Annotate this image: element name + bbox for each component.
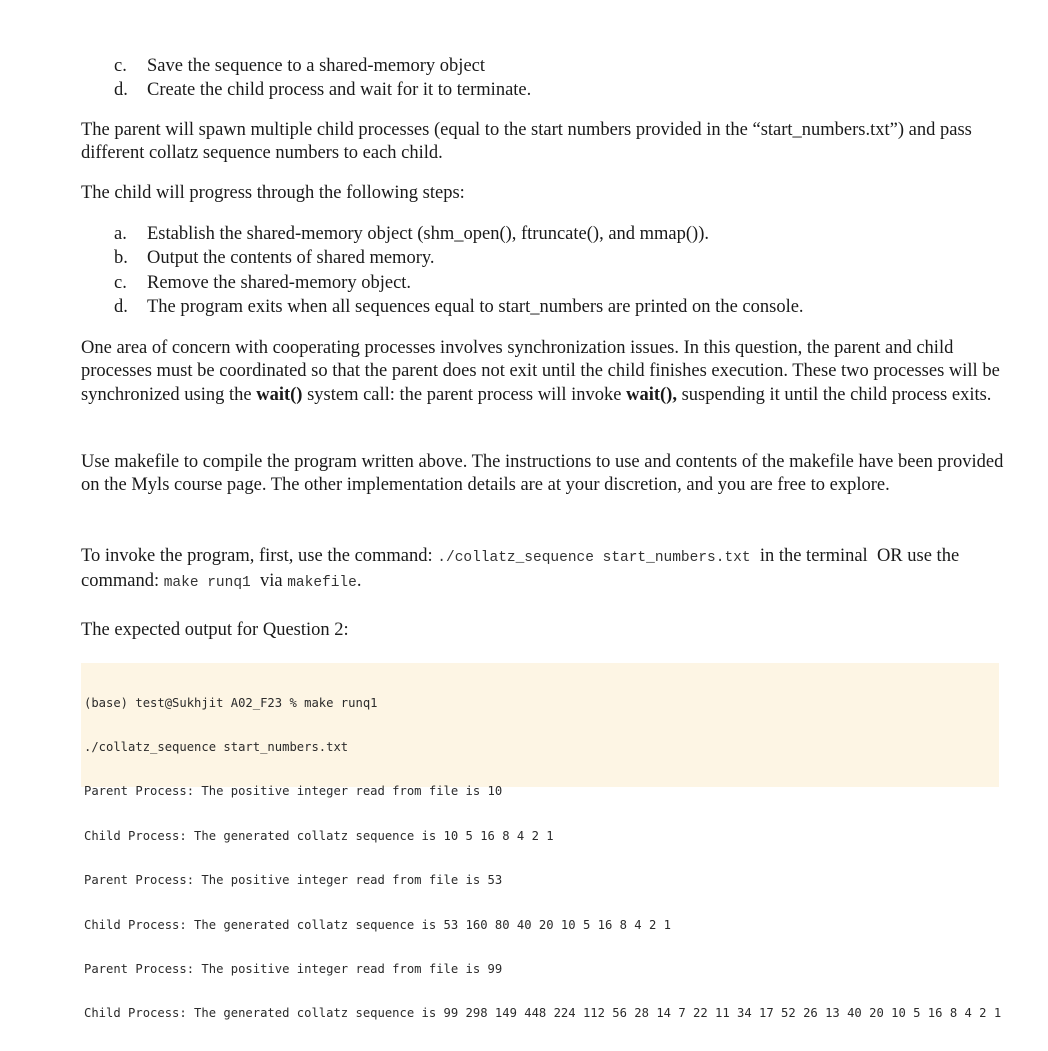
terminal-line: Parent Process: The positive integer read from file is 10	[84, 784, 503, 799]
invoke-paragraph: To invoke the program, first, use the command: ./collatz_sequence start_numbers.txt in the terminal OR use the command: make runq1 via makefile.	[81, 546, 964, 592]
child-steps-list	[114, 222, 804, 320]
spawn-paragraph: The parent will spawn multiple child processes (equal to the start numbers provided in the “start_numbers.txt”) and pass different collatz sequence numbers to each child.	[81, 120, 972, 164]
terminal-line: Child Process: The generated collatz sequence is 53 160 80 40 20 10 5 16 8 4 2 1	[84, 917, 671, 932]
terminal-line: Parent Process: The positive integer read from file is 53	[84, 873, 503, 888]
list-item: a. Establish the shared-memory object (shm_open(), ftruncate(), and mmap()).	[114, 224, 710, 244]
terminal-line: ./collatz_sequence start_numbers.txt	[84, 739, 349, 754]
terminal-line: Child Process: The generated collatz sequence is 10 5 16 8 4 2 1	[84, 828, 554, 843]
terminal-line: Parent Process: The positive integer read from file is 99	[84, 961, 503, 976]
list-item: c. Save the sequence to a shared-memory object	[114, 56, 486, 76]
synchronization-paragraph: One area of concern with cooperating processes involves synchronization issues. In this question, the parent and child processes must be coordinated so that the parent does not exit until the child finishes execution. These two processes will be synchronized using the wait() system call: the parent process will invoke wait(), suspending it until the child process exits.	[81, 338, 1000, 405]
child-intro-paragraph: The child will progress through the following steps:	[81, 183, 465, 203]
list-item: d. Create the child process and wait for it to terminate.	[114, 80, 532, 101]
terminal-output-block	[81, 663, 1002, 1021]
list-item: b. Output the contents of shared memory.	[114, 248, 435, 269]
parent-steps-list	[114, 54, 531, 103]
list-item: c. Remove the shared-memory object.	[114, 272, 412, 293]
expected-output-heading: The expected output for Question 2:	[81, 620, 349, 640]
command-code: makefile	[287, 575, 357, 592]
command-code: ./collatz_sequence start_numbers.txt	[437, 550, 751, 566]
terminal-line: (base) test@Sukhjit A02_F23 % make runq1	[84, 695, 378, 710]
list-item: d. The program exits when all sequences equal to start_numbers are printed on the console.	[114, 297, 804, 318]
makefile-paragraph: Use makefile to compile the program written above. The instructions to use and contents of the makefile have been provided on the Myls course page. The other implementation details are at your discretion, and you are free to explore.	[81, 452, 1004, 496]
terminal-line: Child Process: The generated collatz sequence is 99 298 149 448 224 112 56 28 14 7 22 11 34 17 52 26 13 40 20 10 5 16 8 4 2 1	[84, 1006, 1002, 1021]
command-code: make runq1	[163, 575, 251, 592]
